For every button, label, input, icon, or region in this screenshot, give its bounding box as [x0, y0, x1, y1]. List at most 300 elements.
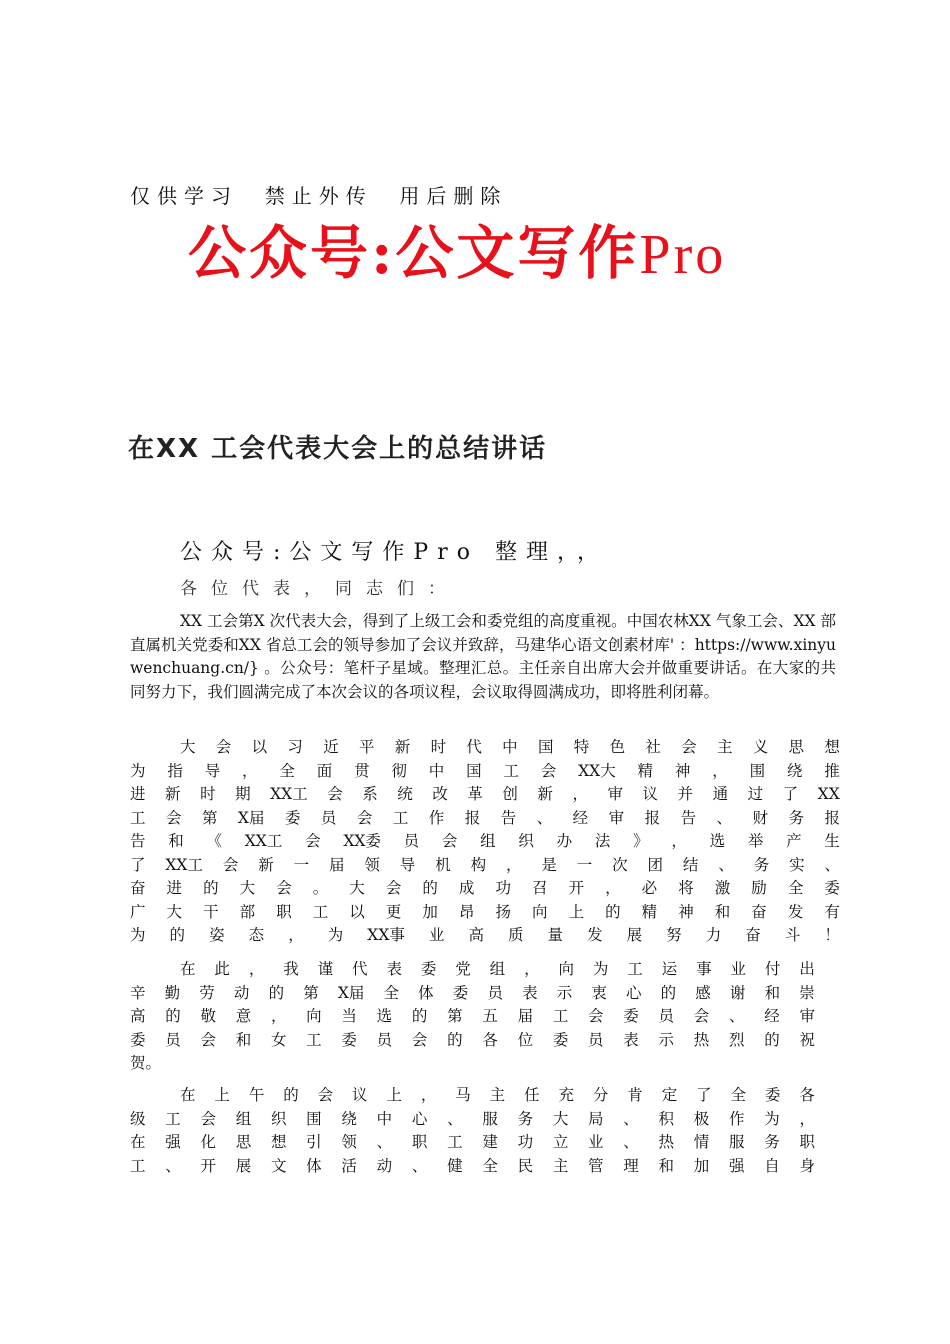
line-glyph: 和	[764, 983, 781, 1002]
line-glyph: 的	[605, 902, 621, 921]
line-glyph: 为	[130, 926, 146, 944]
line-glyph: ，	[270, 1007, 287, 1025]
line-glyph: 会	[200, 1030, 216, 1049]
line-glyph: 告	[130, 832, 146, 850]
line-glyph: 态	[248, 926, 265, 944]
line-glyph: 以	[251, 738, 268, 756]
line-glyph: XX	[817, 785, 840, 803]
line-glyph: 成	[458, 879, 475, 897]
line-glyph: 平	[358, 738, 375, 756]
line-glyph: 。	[145, 1054, 162, 1072]
line-glyph: 、	[376, 1133, 393, 1151]
line-glyph: 崇	[799, 983, 815, 1002]
line-glyph: 奋	[745, 926, 761, 944]
line-glyph: 表	[522, 983, 538, 1002]
line-glyph: 会	[327, 785, 343, 803]
line-glyph: 《	[206, 832, 223, 850]
line-glyph: 质	[507, 926, 524, 944]
line-glyph: 作	[428, 808, 445, 827]
line-glyph: 运	[661, 960, 678, 978]
line-glyph: 衷	[591, 983, 607, 1002]
brand-watermark	[188, 219, 727, 287]
paragraph-1: XX 工会第X 次代表大会，得到了上级工会和委党组的高度重视。中国农林XX 气象工会、XX 部直属机关党委和XX 省总工会的领导参加了会议并致辞，马建华心语文创素材库' ：https://www.xinyuwenchuang.cn/} 。公众号：笔杆子星域。整理汇总。主任亲自出席大会并做重要讲话。在大家的共同努力下，我们圆满完成了本次会议的各项议程，会议取得圆满成功，即将胜利闭幕。	[130, 612, 836, 701]
line-glyph: 产	[786, 832, 802, 850]
line-glyph: 织	[518, 832, 534, 850]
line-glyph: 大	[552, 1109, 569, 1128]
line-glyph: 社	[645, 738, 661, 756]
paragraph-2	[130, 736, 840, 948]
line-glyph: 中	[376, 1109, 393, 1128]
line-glyph: 委	[130, 1030, 146, 1049]
line-glyph: 指	[167, 761, 183, 780]
line-glyph: 组	[489, 960, 506, 978]
line-glyph: 会	[222, 855, 239, 874]
line-glyph: 通	[712, 785, 729, 803]
line-glyph: 党	[455, 960, 471, 978]
paragraph-line	[130, 783, 840, 807]
line-glyph: 、	[447, 1109, 463, 1128]
line-glyph: 委	[341, 1030, 357, 1049]
paragraph-line	[130, 1029, 815, 1053]
line-glyph: 。	[312, 879, 329, 897]
line-glyph: 劳	[199, 983, 215, 1002]
line-glyph: 加	[422, 902, 438, 921]
line-glyph: 谨	[317, 960, 334, 978]
line-glyph: 会	[540, 761, 557, 780]
line-glyph: 的	[447, 1030, 463, 1049]
paragraph-line	[130, 1084, 815, 1108]
line-glyph: 告	[680, 808, 697, 827]
line-glyph: 为	[764, 1109, 780, 1128]
line-glyph: 意	[235, 1007, 252, 1025]
line-glyph: 会	[317, 1086, 334, 1104]
line-glyph: 选	[376, 1007, 393, 1025]
line-glyph: 创	[502, 785, 518, 803]
line-glyph: 的	[422, 879, 438, 897]
line-glyph: 新	[165, 785, 181, 803]
line-glyph: 分	[592, 1086, 609, 1104]
line-glyph: 充	[558, 1086, 574, 1104]
document-subheading: 公众号:公文写作Pro 整理，，	[180, 540, 608, 565]
line-glyph: 第	[447, 1007, 463, 1025]
line-glyph: 委	[824, 879, 840, 897]
line-glyph: 报	[464, 808, 481, 827]
line-glyph: 贺	[130, 1054, 146, 1072]
line-glyph: ，	[420, 1086, 437, 1104]
line-glyph: 付	[764, 960, 781, 978]
line-glyph: 高	[468, 926, 484, 944]
line-glyph: 审	[607, 785, 623, 803]
line-glyph: 活	[341, 1156, 357, 1175]
line-glyph: 上	[214, 1086, 230, 1104]
line-glyph: 导	[204, 761, 221, 780]
line-glyph: 表	[386, 960, 402, 978]
line-glyph: 将	[678, 879, 694, 897]
line-glyph: 主	[552, 1156, 569, 1175]
line-glyph: 烈	[728, 1030, 745, 1049]
line-glyph: 新	[258, 855, 274, 874]
line-glyph: 工	[552, 1007, 569, 1025]
line-glyph: 业	[428, 926, 445, 944]
line-glyph: 心	[626, 983, 642, 1002]
line-glyph: 、	[623, 1109, 639, 1128]
line-glyph: ，	[799, 1109, 815, 1128]
line-glyph: 领	[364, 855, 380, 874]
line-glyph: 扬	[495, 902, 511, 921]
line-glyph: 定	[661, 1086, 678, 1104]
line-glyph: 大	[166, 902, 183, 921]
line-glyph: 热	[658, 1133, 675, 1151]
paragraph-line	[130, 736, 840, 760]
line-glyph: 发	[787, 902, 804, 921]
line-glyph: 精	[641, 902, 658, 921]
line-glyph: 的	[203, 879, 219, 897]
line-glyph: 员	[165, 1030, 181, 1049]
line-glyph: 会	[588, 1007, 604, 1025]
line-glyph: 时	[200, 785, 216, 803]
line-glyph: 情	[693, 1133, 710, 1151]
line-glyph: 开	[568, 879, 585, 897]
paragraph-line	[130, 1131, 815, 1155]
line-glyph: 过	[747, 785, 764, 803]
line-glyph: 服	[482, 1109, 498, 1128]
line-glyph: 功	[495, 879, 511, 897]
brand-latin: Pro	[639, 224, 727, 286]
line-glyph: 激	[714, 879, 731, 897]
line-glyph: 经	[572, 808, 589, 827]
line-glyph: 谢	[729, 983, 746, 1002]
line-glyph: 员	[588, 1030, 604, 1049]
paragraph-3	[130, 958, 815, 1076]
line-glyph: 向	[306, 1007, 322, 1025]
line-glyph: 表	[623, 1030, 639, 1049]
line-glyph: 功	[517, 1133, 534, 1151]
line-glyph: 会	[411, 1030, 428, 1049]
line-glyph: 推	[824, 761, 840, 780]
line-glyph: 想	[824, 738, 840, 756]
line-glyph: 此	[214, 960, 230, 978]
line-glyph: 期	[235, 785, 251, 803]
line-glyph: 会	[215, 738, 232, 756]
line-glyph: 务	[764, 1133, 780, 1151]
line-glyph: 贯	[354, 761, 370, 780]
paragraph-line	[130, 877, 840, 901]
line-glyph: 结	[682, 855, 699, 874]
line-glyph: X届	[237, 808, 265, 827]
line-glyph: 肯	[627, 1086, 643, 1104]
line-glyph: 、	[824, 855, 840, 874]
line-glyph: 办	[556, 832, 573, 850]
line-glyph: 奋	[751, 902, 767, 921]
line-glyph: 以	[349, 902, 365, 921]
line-glyph: 员	[320, 808, 337, 827]
line-glyph: 的	[169, 926, 186, 944]
line-glyph: 思	[235, 1133, 252, 1151]
line-glyph: 全	[383, 983, 400, 1002]
line-glyph: 民	[517, 1156, 534, 1175]
line-glyph: 健	[447, 1156, 463, 1175]
line-glyph: 近	[323, 738, 339, 756]
line-glyph: 、	[536, 808, 553, 827]
paragraph-line	[130, 958, 815, 982]
line-glyph: 的	[283, 1086, 299, 1104]
line-glyph: 必	[641, 879, 658, 897]
line-glyph: 当	[341, 1007, 357, 1025]
line-glyph: 任	[524, 1086, 540, 1104]
line-glyph: 各	[482, 1030, 498, 1049]
line-glyph: 大	[239, 879, 256, 897]
line-glyph: 在	[180, 960, 196, 978]
line-glyph: 了	[782, 785, 799, 803]
line-glyph: 届	[329, 855, 345, 874]
line-glyph: 量	[547, 926, 564, 944]
line-glyph: 的	[411, 1007, 428, 1025]
line-glyph: 委	[623, 1007, 639, 1025]
line-glyph: 工	[312, 902, 329, 921]
line-glyph: 引	[306, 1133, 322, 1151]
line-glyph: 第	[303, 983, 319, 1002]
line-glyph: 展	[235, 1156, 252, 1175]
line-glyph: 议	[642, 785, 659, 803]
line-glyph: 会	[200, 1109, 216, 1128]
line-glyph: 色	[609, 738, 626, 756]
line-glyph: 姿	[209, 926, 225, 944]
line-glyph: 的	[660, 983, 677, 1002]
line-glyph: 代	[352, 960, 368, 978]
line-glyph: 和	[714, 902, 731, 921]
line-glyph: 经	[764, 1007, 780, 1025]
line-glyph: 中	[428, 761, 445, 780]
line-glyph: 积	[658, 1109, 675, 1128]
line-glyph: 全	[787, 879, 804, 897]
line-glyph: 工	[627, 960, 643, 978]
line-glyph: 和	[658, 1156, 675, 1175]
line-glyph: 会	[693, 1007, 710, 1025]
line-glyph: 、	[716, 808, 733, 827]
line-glyph: 的	[764, 1030, 780, 1049]
line-glyph: 更	[385, 902, 402, 921]
line-glyph: 会	[385, 879, 402, 897]
line-glyph: 组	[480, 832, 496, 850]
line-glyph: 体	[306, 1156, 322, 1175]
line-glyph: 辛	[130, 983, 146, 1002]
document-title: 在XX 工会代表大会上的总结讲话	[128, 434, 548, 464]
paragraph-line	[130, 830, 840, 854]
line-glyph: 导	[399, 855, 416, 874]
line-glyph: 为	[592, 960, 609, 978]
line-glyph: 、	[718, 855, 734, 874]
line-glyph: 会	[276, 879, 292, 897]
line-glyph: 动	[233, 983, 250, 1002]
line-glyph: 审	[799, 1007, 815, 1025]
line-glyph: 、	[728, 1007, 745, 1025]
line-glyph: 加	[693, 1156, 710, 1175]
line-glyph: 我	[283, 960, 299, 978]
line-glyph: 会	[165, 808, 182, 827]
line-glyph: 届	[517, 1007, 534, 1025]
paragraph-line	[130, 1155, 815, 1179]
line-glyph: 各	[799, 1086, 815, 1104]
line-glyph: 中	[502, 738, 518, 756]
line-glyph: 进	[130, 785, 146, 803]
line-glyph: XX大	[578, 761, 616, 780]
line-glyph: 机	[435, 855, 451, 874]
brand-cjk: 公众号:公文写作	[188, 219, 640, 287]
line-glyph: 奋	[130, 879, 146, 897]
line-glyph: 进	[166, 879, 183, 897]
line-glyph: 动	[376, 1156, 393, 1175]
line-glyph: 马	[455, 1086, 471, 1104]
line-glyph: 强	[728, 1156, 745, 1175]
line-glyph: XX事	[367, 926, 405, 944]
line-glyph: 员	[376, 1030, 393, 1049]
line-glyph: 力	[705, 926, 722, 944]
line-glyph: 高	[130, 1007, 146, 1025]
line-glyph: 展	[626, 926, 643, 944]
line-glyph: 在	[180, 1086, 196, 1104]
line-glyph: 举	[747, 832, 764, 850]
line-glyph: ，	[605, 879, 621, 897]
line-glyph: 委	[420, 960, 437, 978]
line-glyph: ，	[505, 855, 522, 874]
line-glyph: 会	[681, 738, 697, 756]
line-glyph: 革	[467, 785, 483, 803]
line-glyph: 大	[349, 879, 365, 897]
paragraph-line	[130, 982, 815, 1006]
line-glyph: 全	[730, 1086, 747, 1104]
line-glyph: 习	[287, 738, 303, 756]
line-glyph: 向	[558, 960, 574, 978]
line-glyph: 员	[487, 983, 503, 1002]
line-glyph: 化	[200, 1133, 216, 1151]
line-glyph: 的	[165, 1007, 181, 1025]
line-glyph: 委	[764, 1086, 781, 1104]
line-glyph: 位	[517, 1030, 534, 1049]
line-glyph: 实	[789, 855, 805, 874]
line-glyph: 代	[466, 738, 482, 756]
paragraph-line	[130, 901, 840, 925]
line-glyph: 面	[316, 761, 333, 780]
line-glyph: 统	[397, 785, 413, 803]
line-glyph: 绕	[786, 761, 803, 780]
line-glyph: 上	[386, 1086, 402, 1104]
line-glyph: 级	[130, 1109, 146, 1128]
line-glyph: XX工	[244, 832, 283, 850]
line-glyph: 全	[279, 761, 295, 780]
line-glyph: 极	[693, 1109, 710, 1128]
line-glyph: 事	[696, 960, 712, 978]
line-glyph: 务	[753, 855, 770, 874]
line-glyph: 干	[203, 902, 219, 921]
line-glyph: 了	[696, 1086, 712, 1104]
line-glyph: 向	[532, 902, 548, 921]
line-glyph: 为	[327, 926, 344, 944]
line-glyph: XX委	[343, 832, 381, 850]
line-glyph: 委	[552, 1030, 569, 1049]
line-glyph: 次	[612, 855, 628, 874]
line-glyph: 部	[239, 902, 256, 921]
line-glyph: 思	[788, 738, 805, 756]
line-glyph: 职	[411, 1133, 428, 1151]
usage-notice: 仅供学习 禁止外传 用后删除	[130, 184, 508, 208]
line-glyph: 勤	[164, 983, 181, 1002]
line-glyph: 管	[588, 1156, 604, 1175]
line-glyph: 励	[751, 879, 767, 897]
line-glyph: 组	[235, 1109, 252, 1128]
line-glyph: 一	[293, 855, 310, 874]
line-glyph: 国	[466, 761, 482, 780]
line-glyph: 工	[503, 761, 519, 780]
line-glyph: 感	[695, 983, 711, 1002]
line-glyph: 心	[411, 1109, 428, 1128]
line-glyph: 工	[165, 1109, 181, 1128]
line-glyph: 文	[270, 1156, 287, 1175]
line-glyph: 在	[130, 1133, 146, 1151]
line-glyph: 神	[678, 902, 694, 921]
line-glyph: XX工	[165, 855, 203, 874]
line-glyph: 作	[728, 1109, 745, 1128]
line-glyph: 围	[306, 1109, 322, 1128]
line-glyph: 和	[168, 832, 184, 850]
line-glyph: 了	[130, 855, 146, 874]
line-glyph: 第	[201, 808, 218, 827]
line-glyph: ，	[524, 960, 540, 978]
line-glyph: 会	[305, 832, 321, 850]
line-glyph: 大	[180, 738, 196, 756]
line-glyph: 》	[633, 832, 649, 850]
line-glyph: 工	[447, 1133, 463, 1151]
line-glyph: 业	[588, 1133, 604, 1151]
line-glyph: 工	[306, 1030, 322, 1049]
line-glyph: 职	[276, 902, 292, 921]
line-glyph: 上	[568, 902, 585, 921]
line-glyph: 系	[362, 785, 378, 803]
line-glyph: 理	[623, 1156, 639, 1175]
line-glyph: 主	[716, 738, 733, 756]
line-glyph: 建	[482, 1133, 498, 1151]
line-glyph: 选	[709, 832, 726, 850]
line-glyph: 祝	[799, 1030, 815, 1049]
line-glyph: 是	[541, 855, 557, 874]
line-glyph: 团	[647, 855, 664, 874]
line-glyph: 神	[674, 761, 691, 780]
line-glyph: 工	[130, 808, 146, 827]
line-glyph: 新	[537, 785, 553, 803]
line-glyph: 为	[130, 761, 146, 780]
line-glyph: 自	[764, 1156, 780, 1175]
line-glyph: 敬	[200, 1007, 216, 1025]
line-glyph: ，	[242, 761, 258, 780]
line-glyph: 会	[441, 832, 458, 850]
line-glyph: 工	[392, 808, 409, 827]
line-glyph: 业	[730, 960, 747, 978]
line-glyph: ，	[288, 926, 304, 944]
line-glyph: 委	[452, 983, 469, 1002]
line-glyph: 改	[432, 785, 448, 803]
line-glyph: 广	[130, 902, 146, 921]
line-glyph: 体	[418, 983, 434, 1002]
line-glyph: 斗	[784, 926, 801, 944]
paragraph-line	[130, 1005, 815, 1029]
line-glyph: 生	[824, 832, 840, 850]
line-glyph: 全	[482, 1156, 498, 1175]
salutation: 各位代表，同志们：	[180, 579, 459, 599]
line-glyph: X届	[337, 983, 365, 1002]
line-glyph: 努	[666, 926, 682, 944]
paragraph-line	[130, 760, 840, 784]
line-glyph: 、	[165, 1156, 181, 1175]
line-glyph: 务	[788, 808, 804, 827]
